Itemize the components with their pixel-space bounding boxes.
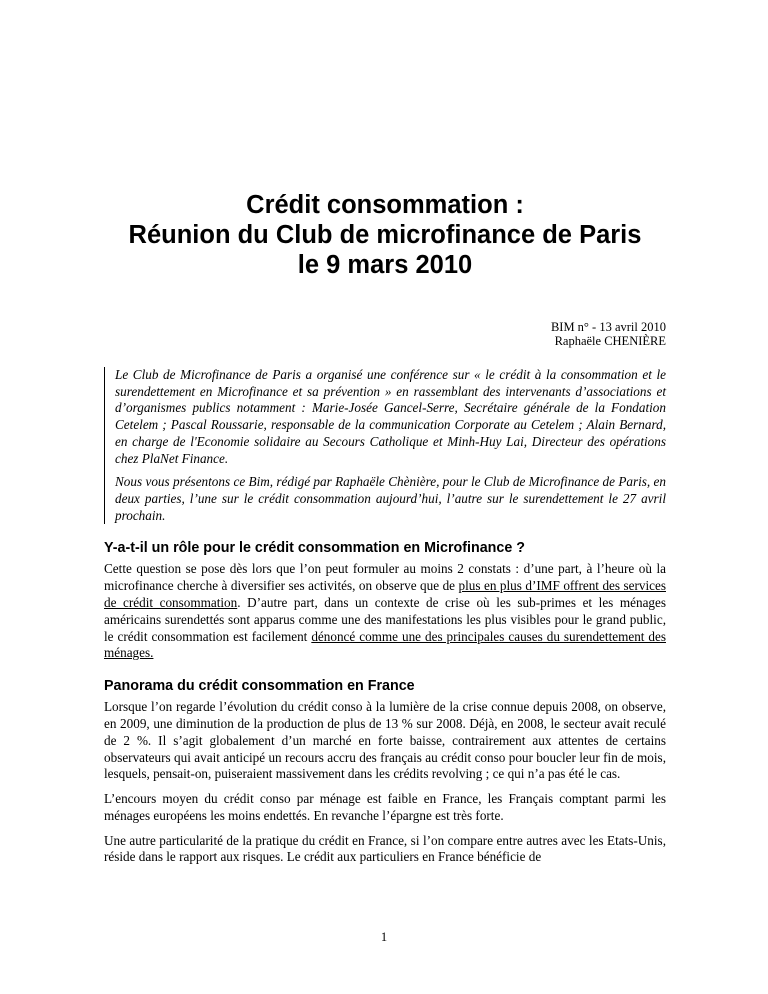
panorama-paragraph-3: Une autre particularité de la pratique du crédit en France, si l’on compare entre autres avec les Etats-Unis, réside dans le rapport aux risques. Le crédit aux particuliers en France bénéficie de: [104, 832, 666, 865]
document-meta: [104, 320, 666, 348]
page-number: 1: [380, 930, 388, 944]
title-line-2: Réunion du Club de microfinance de Paris: [128, 221, 642, 249]
title-line-3: le 9 mars 2010: [297, 251, 473, 279]
section-heading-panorama: Panorama du crédit consommation en France: [104, 678, 415, 695]
abstract-paragraph-1: Le Club de Microfinance de Paris a organisé une conférence sur « le crédit à la consommation et le surendettement en Microfinance et sa prévention » en rassemblant des intervenants d’associations et d’organismes publics notamment : Marie-Josée Gancel-Serre, Secrétaire générale de la Fondation Cetelem ; Pascal Roussarie, responsable de la communication Corporate au Cetelem ; Alain Bernard, en charge de l'Economie solidaire au Secours Catholique et Minh-Huy Lai, Directeur des opérations chez PlaNet Finance.: [115, 367, 666, 466]
author-name: Raphaële CHENIÈRE: [554, 334, 666, 348]
underlined-text: dénoncé comme une des principales causes du surendettement des ménages.: [104, 628, 666, 661]
underlined-text: plus en plus d’IMF offrent des services de crédit consommation: [104, 578, 666, 610]
abstract-block: [104, 367, 666, 524]
panorama-paragraph-1: Lorsque l’on regarde l’évolution du crédit conso à la lumière de la crise connue depuis 2008, on observe, en 2009, une diminution de la production de plus de 13 % sur 2008. Déjà, en 2008, le secteur avait reculé de 2 %. Il s’agit globalement d’un marché en forte baisse, contrairement aux attentes de certains observateurs qui avait anticipé un recours accru des français au crédit conso pour boucler leur fin de mois, lesquels, pensait-on, puiseraient massivement dans les crédits revolving ; ce qui n’a pas été le cas.: [104, 699, 666, 782]
section-heading-role: Y-a-t-il un rôle pour le crédit consommation en Microfinance ?: [104, 540, 526, 557]
bim-reference: BIM n° - 13 avril 2010: [550, 320, 666, 334]
abstract-paragraph-2: Nous vous présentons ce Bim, rédigé par Raphaële Chènière, pour le Club de Microfinance de Paris, en deux parties, l’une sur le crédit consommation aujourd’hui, l’autre sur le surendettement le 27 avril prochain.: [115, 474, 666, 523]
text-run: . D’autre part, dans un contexte de crise où les sub-primes et les ménages américains surendettés sont apparus comme une des manifestations les plus visibles pour le grand public, le crédit consommation est facilement: [104, 594, 667, 644]
document-page: [104, 190, 666, 874]
section-role-paragraph: [104, 561, 666, 662]
panorama-paragraph-2: L’encours moyen du crédit conso par ménage est faible en France, les Français comptant parmi les ménages européens les moins endettés. En revanche l’épargne est très forte.: [104, 791, 666, 823]
text-run: Cette question se pose dès lors que l’on peut formuler au moins 2 constats : d’une part, à l’heure où la microfinance cherche à diversifier ses activités, on observe que de: [104, 561, 666, 594]
title-line-1: Crédit consommation :: [246, 191, 524, 219]
document-title: [104, 190, 666, 280]
